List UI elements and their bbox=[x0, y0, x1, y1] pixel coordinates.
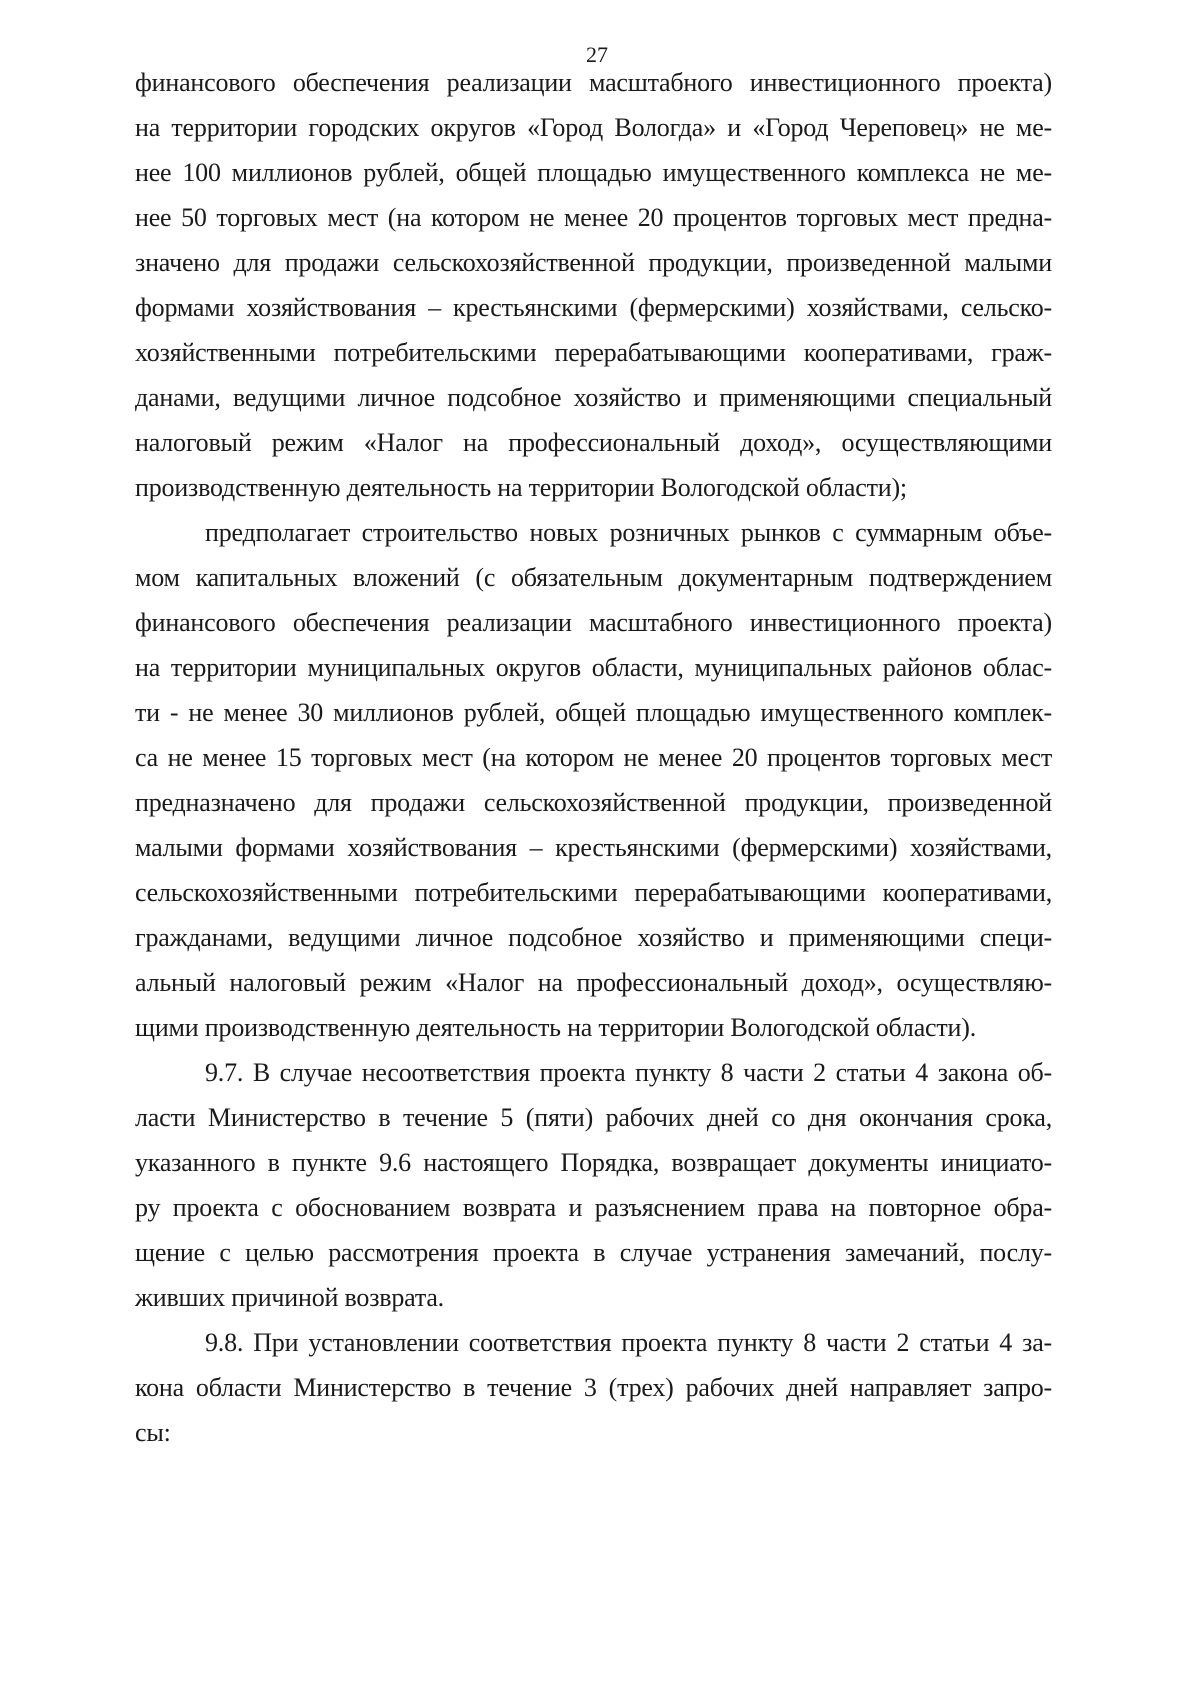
text-line: значено для продажи сельскохозяйственной продукции, произведенной малыми bbox=[135, 248, 1052, 277]
text-line: производственную деятельность на территории Вологодской области); bbox=[135, 473, 907, 502]
text-line: нее 50 торговых мест (на котором не менее 20 процентов торговых мест предна- bbox=[135, 203, 1052, 232]
text-line: данами, ведущими личное подсобное хозяйство и применяющими специальный bbox=[135, 383, 1052, 412]
text-line: кона области Министерство в течение 3 (трех) рабочих дней направляет запро- bbox=[135, 1373, 1052, 1402]
text-line: ру проекта с обоснованием возврата и разъяснением права на повторное обра- bbox=[135, 1193, 1052, 1222]
text-line: сельскохозяйственными потребительскими перерабатывающими кооперативами, bbox=[135, 878, 1052, 907]
text-line: предназначено для продажи сельскохозяйственной продукции, произведенной bbox=[135, 788, 1052, 817]
text-line: ти - не менее 30 миллионов рублей, общей площадью имущественного комплек- bbox=[135, 698, 1052, 727]
text-line: финансового обеспечения реализации масштабного инвестиционного проекта) bbox=[135, 608, 1052, 637]
text-line: ласти Министерство в течение 5 (пяти) рабочих дней со дня окончания срока, bbox=[135, 1103, 1052, 1132]
paragraph-continued bbox=[135, 60, 1052, 510]
text-line: указанного в пункте 9.6 настоящего Порядка, возвращает документы инициато- bbox=[135, 1148, 1052, 1177]
text-line: хозяйственными потребительскими перерабатывающими кооперативами, граж- bbox=[135, 338, 1052, 367]
text-line: формами хозяйствования – крестьянскими (фермерскими) хозяйствами, сельско- bbox=[135, 293, 1052, 322]
clause-9-8 bbox=[135, 1320, 1052, 1455]
text-line: альный налоговый режим «Налог на профессиональный доход», осуществляю- bbox=[135, 968, 1052, 997]
text-line: щение с целью рассмотрения проекта в случае устранения замечаний, послу- bbox=[135, 1238, 1052, 1267]
text-line: гражданами, ведущими личное подсобное хозяйство и применяющими специ- bbox=[135, 923, 1052, 952]
text-line: предполагает строительство новых розничных рынков с суммарным объе- bbox=[205, 518, 1052, 547]
text-line: на территории городских округов «Город Вологда» и «Город Череповец» не ме- bbox=[135, 113, 1052, 142]
text-line: живших причиной возврата. bbox=[135, 1283, 444, 1312]
text-line: налоговый режим «Налог на профессиональный доход», осуществляющими bbox=[135, 428, 1052, 457]
text-line: нее 100 миллионов рублей, общей площадью имущественного комплекса не ме- bbox=[135, 158, 1052, 187]
text-line: са не менее 15 торговых мест (на котором не менее 20 процентов торговых мест bbox=[135, 743, 1052, 772]
text-line: на территории муниципальных округов области, муниципальных районов облас- bbox=[135, 653, 1052, 682]
document-body bbox=[135, 60, 1052, 1455]
text-line: 9.7. В случае несоответствия проекта пункту 8 части 2 статьи 4 закона об- bbox=[205, 1058, 1052, 1087]
clause-9-7 bbox=[135, 1050, 1052, 1320]
page-number: 27 bbox=[586, 42, 608, 67]
text-line: 9.8. При установлении соответствия проекта пункту 8 части 2 статьи 4 за- bbox=[205, 1328, 1052, 1357]
text-line: мом капитальных вложений (с обязательным документарным подтверждением bbox=[135, 563, 1052, 592]
text-line: сы: bbox=[135, 1418, 171, 1447]
text-line: малыми формами хозяйствования – крестьянскими (фермерскими) хозяйствами, bbox=[135, 833, 1052, 862]
paragraph-new-retail-markets bbox=[135, 510, 1052, 1050]
text-line: финансового обеспечения реализации масштабного инвестиционного проекта) bbox=[135, 68, 1052, 97]
text-line: щими производственную деятельность на территории Вологодской области). bbox=[135, 1013, 977, 1042]
